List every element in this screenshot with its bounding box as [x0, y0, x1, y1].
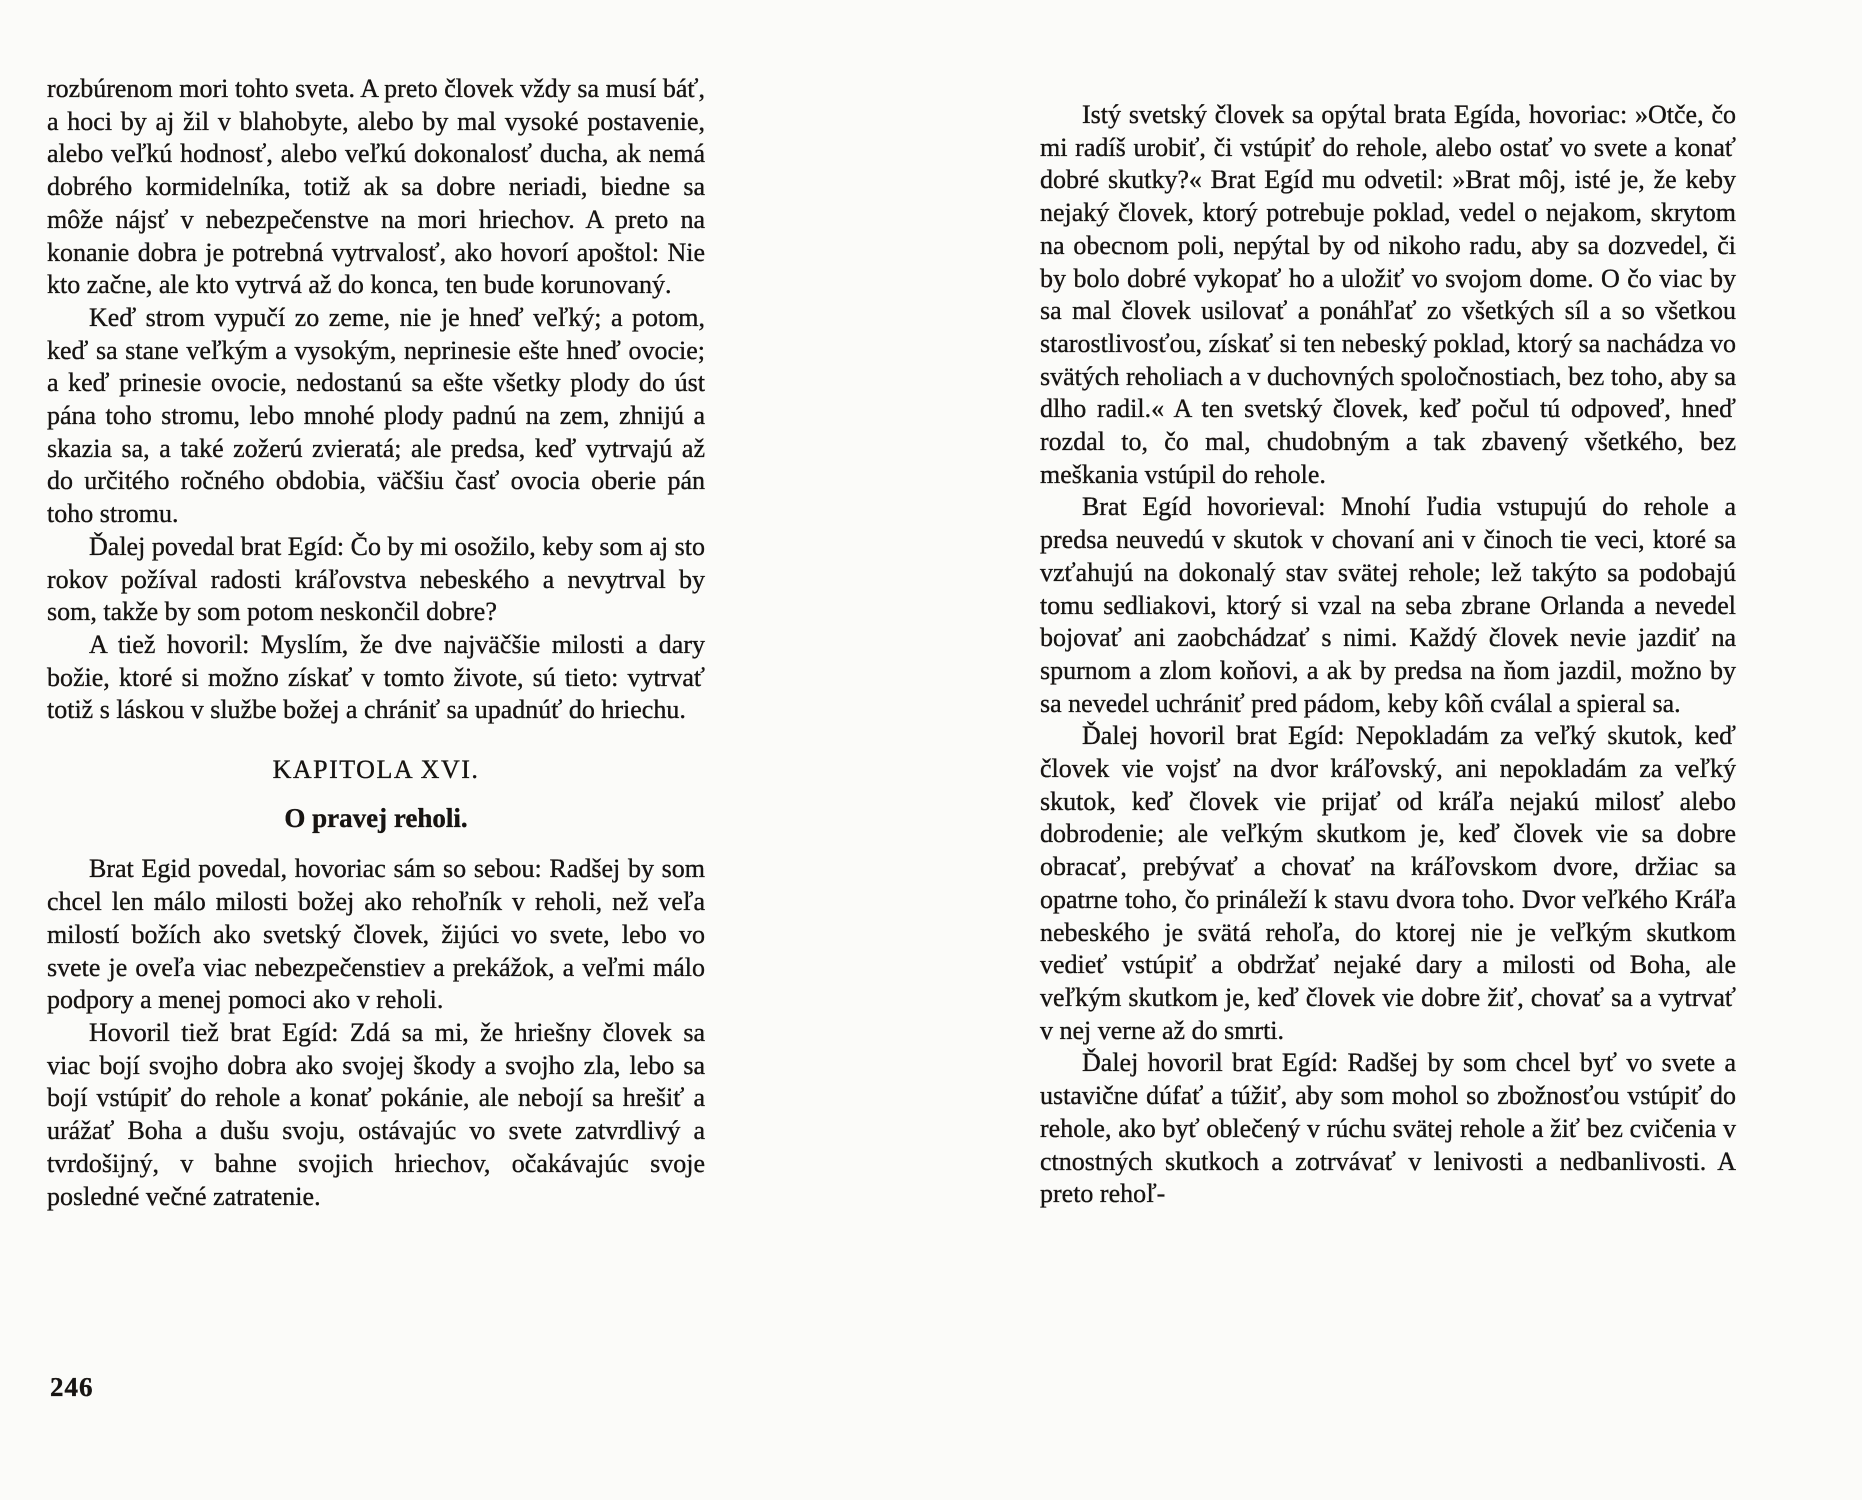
paragraph: A tiež hovoril: Myslím, že dve najväčšie milosti a dary božie, ktoré si možno získať v tomto živote, sú tieto: vytrvať totiž s láskou v službe božej a chrániť sa upadnúť do hriechu.: [47, 629, 705, 725]
paragraph: Ďalej povedal brat Egíd: Čo by mi osožilo, keby som aj sto rokov požíval radosti kráľovstva nebeského a nevytrval by som, takže by som potom neskončil dobre?: [47, 531, 705, 627]
paragraph: Hovoril tiež brat Egíd: Zdá sa mi, že hriešny človek sa viac bojí svojho dobra ako svojej škody a svojho zla, lebo sa bojí vstúpiť do rehole a konať pokánie, ale nebojí sa hrešiť a urážať Boha a dušu svoju, ostávajúc vo svete zatvrdlivý a tvrdošijný, v bahne svojich hriechov, očakávajúc svoje posledné večné zatratenie.: [47, 1017, 705, 1211]
paragraph: Istý svetský človek sa opýtal brata Egída, hovoriac: »Otče, čo mi radíš urobiť, či vstúpiť do rehole, alebo ostať vo svete a konať dobré skutky?« Brat Egíd mu odvetil: »Brat môj, isté je, že keby nejaký človek, ktorý potrebuje poklad, vedel o nejakom, skrytom na obecnom poli, nepýtal by od nikoho radu, aby sa dozvedel, či by bolo dobré vykopať ho a uložiť vo svojom dome. O čo viac by sa mal človek usilovať a ponáhľať zo všetkých síl a so všetkou starostlivosťou, získať si ten nebeský poklad, ktorý sa nachádza vo svätých reholiach a v duchovných spoločnostiach, bez toho, aby sa dlho radil.« A ten svetský človek, keď počul tú odpoveď, hneď rozdal to, čo mal, chudobným a tak zbavený všetkého, bez meškania vstúpil do rehole.: [1040, 100, 1736, 489]
paragraph: Ďalej hovoril brat Egíd: Nepokladám za veľký skutok, keď človek vie vojsť na dvor kráľovský, ani nepokladám za veľký skutok, keď človek vie prijať od kráľa nejakú milosť alebo dobrodenie; ale veľkým skutkom je, keď človek vie sa dobre obracať, prebývať a chovať na kráľovskom dvore, držiac sa opatrne toho, čo prináleží k stavu dvora toho. Dvor veľkého Kráľa nebeského je svätá rehoľa, do ktorej nie je veľkým skutkom vedieť vstúpiť a obdržať nejaké dary a milosti od Boha, ale veľkým skutkom je, keď človek vie dobre žiť, chovať sa a vytrvať v nej verne až do smrti.: [1040, 721, 1736, 1045]
page-number: 246: [50, 1372, 94, 1402]
chapter-heading: KAPITOLA XVI.: [272, 755, 480, 785]
right-page-column: [1040, 99, 1736, 1211]
paragraph: Brat Egid povedal, hovoriac sám so sebou: Radšej by som chcel len málo milosti božej ako rehoľník v reholi, než veľa milostí božích ako svetský človek, žijúci vo svete, lebo vo svete je oveľa viac nebezpečenstiev a prekážok, a veľmi málo podpory a menej pomoci ako v reholi.: [47, 854, 705, 1015]
paragraph: Ďalej hovoril brat Egíd: Radšej by som chcel byť vo svete a ustavične dúfať a túžiť, aby som mohol so zbožnosťou vstúpiť do rehole, ako byť oblečený v rúchu svätej rehole a žiť bez cvičenia v ctnostných skutkoch a zotrvávať v lenivosti a nedbanlivosti. A preto rehoľ-: [1040, 1048, 1736, 1209]
paragraph: rozbúrenom mori tohto sveta. A preto človek vždy sa musí báť, a hoci by aj žil v blahobyte, alebo by mal vysoké postavenie, alebo veľkú hodnosť, alebo veľkú dokonalosť ducha, ak nemá dobrého kormidelníka, totiž ak sa dobre neriadi, biedne sa môže nájsť v nebezpečenstve na mori hriechov. A preto na konanie dobra je potrebná vytrvalosť, ako hovorí apoštol: Nie kto začne, ale kto vytrvá až do konca, ten bude korunovaný.: [47, 74, 705, 300]
paragraph: Keď strom vypučí zo zeme, nie je hneď veľký; a potom, keď sa stane veľkým a vysokým, neprinesie ešte hneď ovocie; a keď prinesie ovocie, nedostanú sa ešte všetky plody do úst pána toho stromu, lebo mnohé plody padnú na zem, zhnijú a skazia sa, a také zožerú zvieratá; ale predsa, keď vytrvajú až do určitého ročného obdobia, väčšiu časť ovocia oberie pán toho stromu.: [47, 302, 705, 529]
paragraph: Brat Egíd hovorieval: Mnohí ľudia vstupujú do rehole a predsa neuvedú v skutok v chovaní ani v činoch tie veci, ktoré sa vzťahujú na dokonalý stav svätej rehole; lež takýto sa podobajú tomu sedliakovi, ktorý si vzal na seba zbrane Orlanda a nevedel bojovať ani zaobchádzať s nimi. Každý človek nevie jazdiť na spurnom a zlom koňovi, a ak by predsa na ňom jazdil, možno by sa nevedel uchrániť pred pádom, keby kôň cválal a spieral sa.: [1040, 492, 1736, 718]
chapter-title: O pravej reholi.: [284, 802, 468, 833]
left-page-column: [47, 73, 705, 1213]
